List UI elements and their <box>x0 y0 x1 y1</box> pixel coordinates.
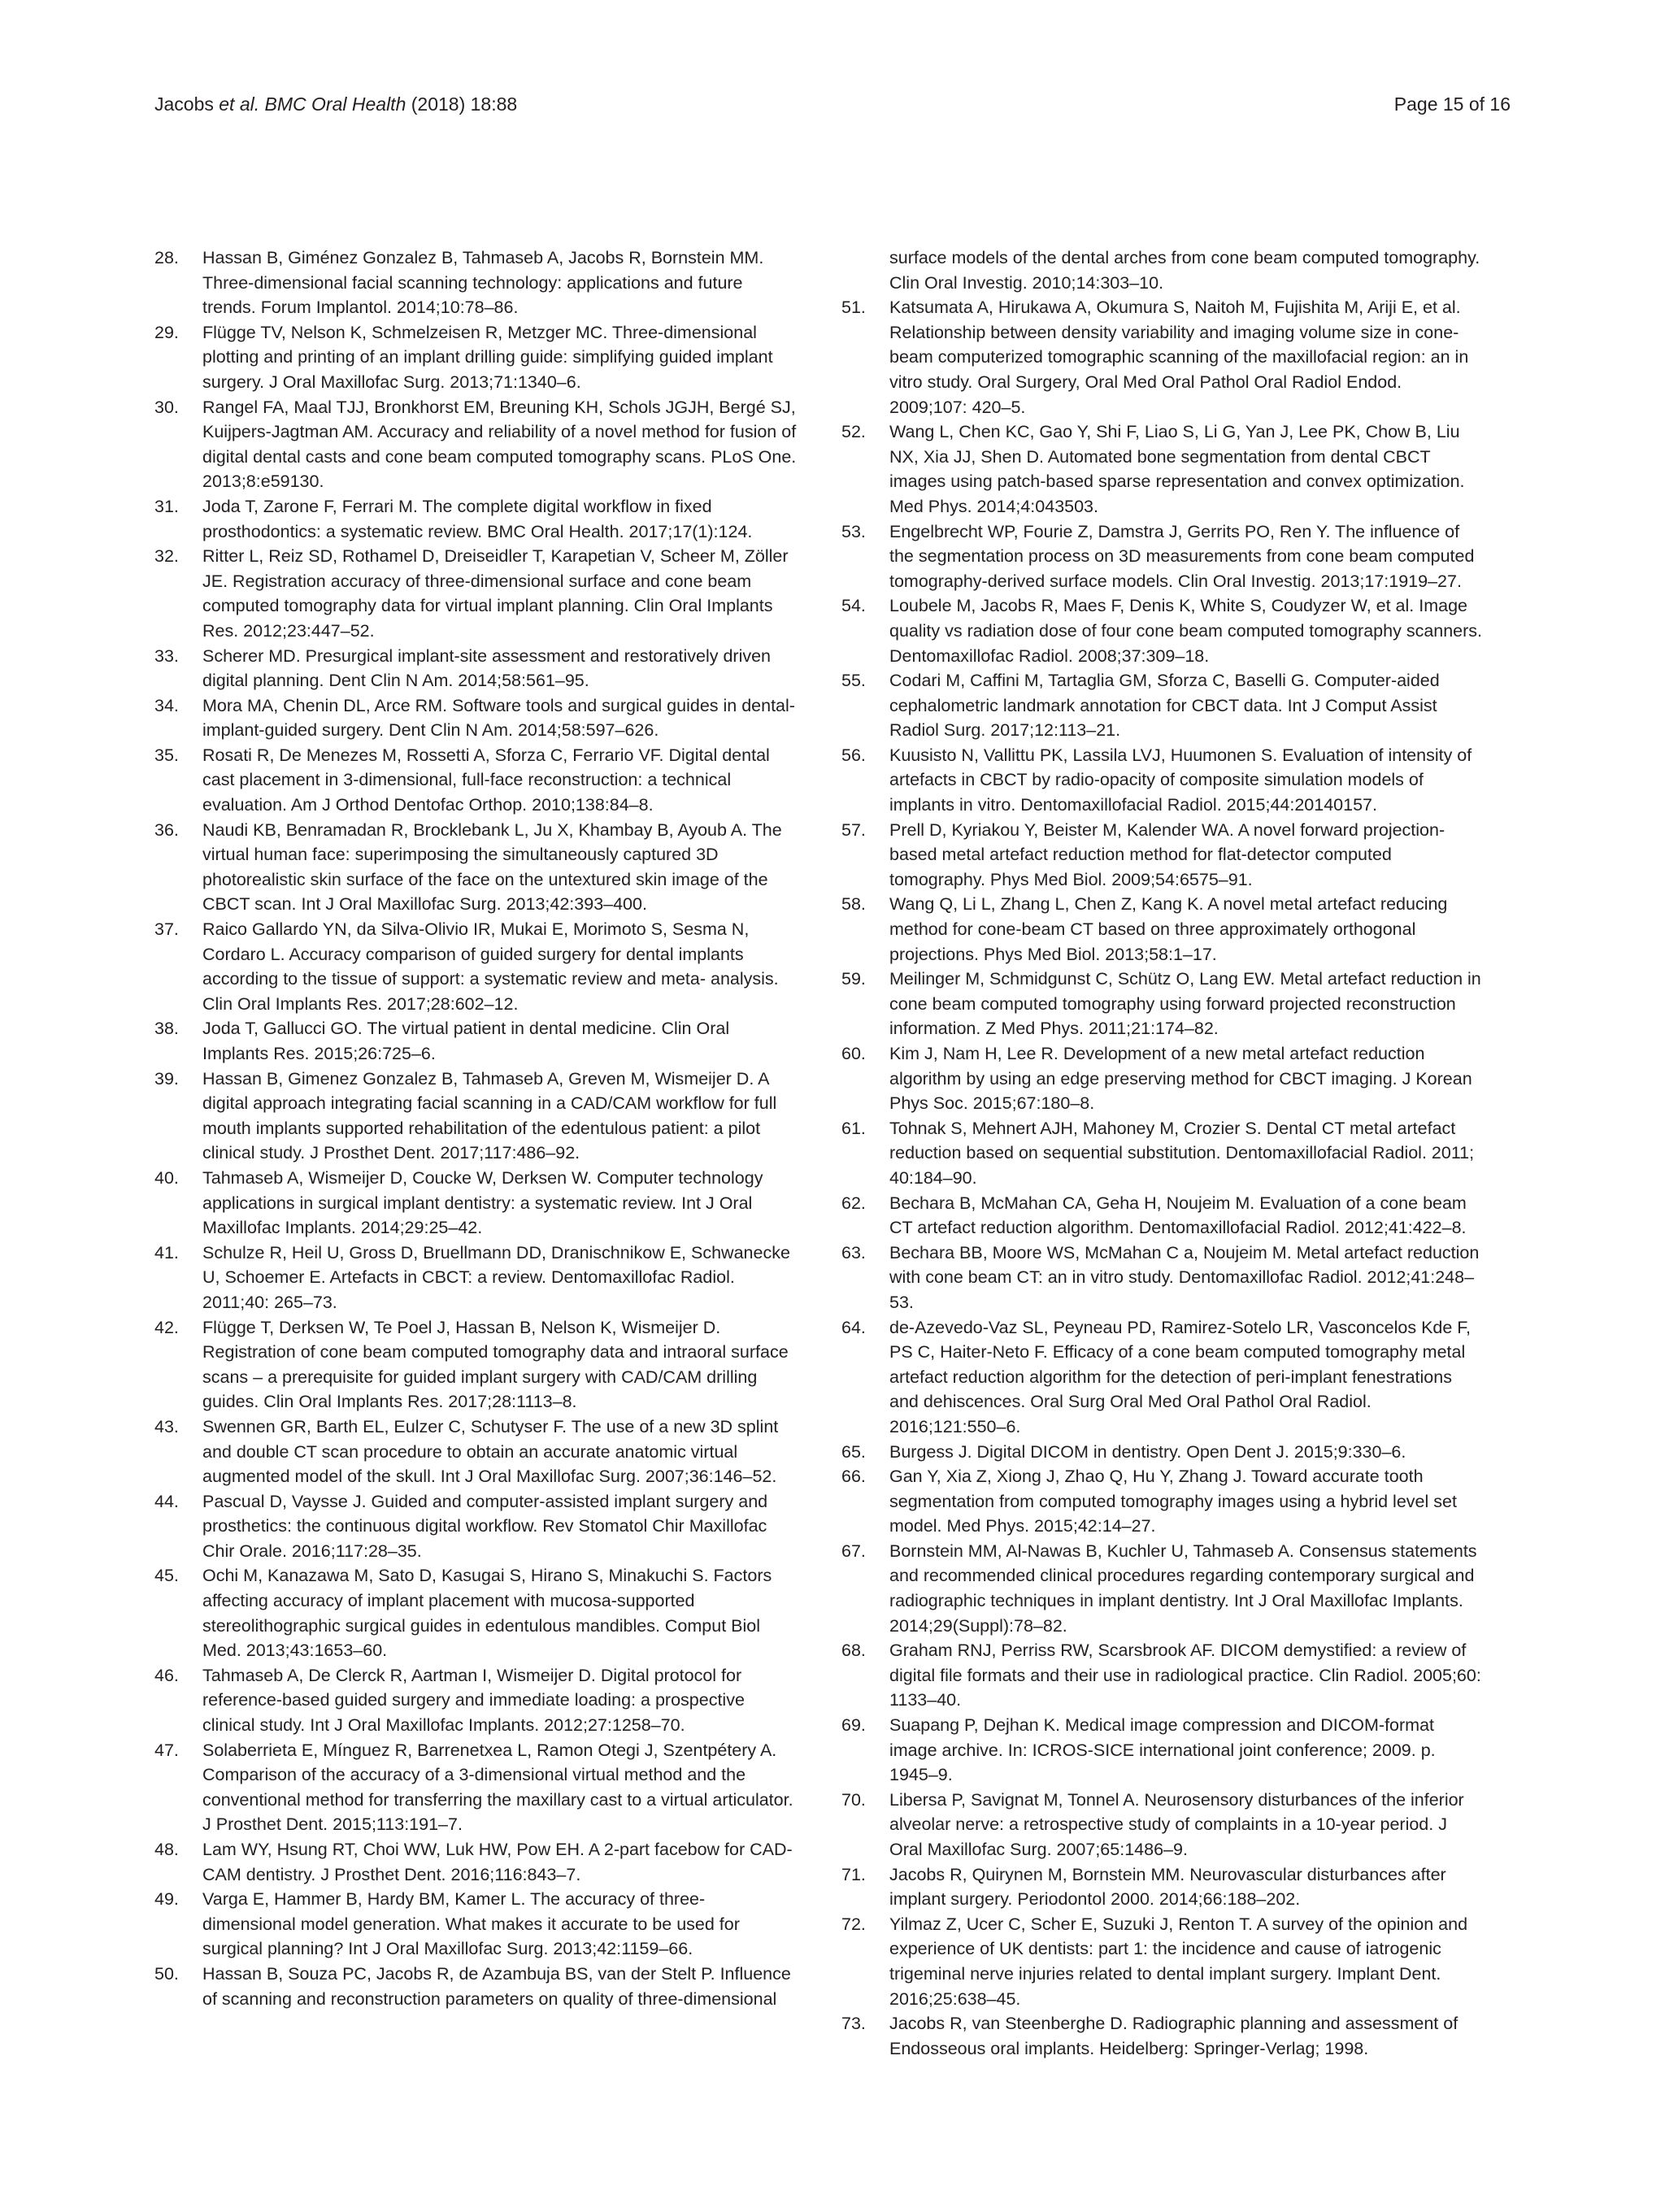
reference-item <box>841 1862 1484 1912</box>
reference-item <box>841 519 1484 594</box>
reference-text: Rosati R, De Menezes M, Rossetti A, Sforza C, Ferrario VF. Digital dental cast placement in 3-dimensional, full-face reconstruction: a technical evaluation. Am J Orthod Dentofac Orthop. 2010;138:84–8. <box>202 745 770 815</box>
reference-item <box>841 743 1484 818</box>
reference-number: 66. <box>841 1467 866 1487</box>
header-year-volume: (2018) 18:88 <box>411 93 518 115</box>
reference-number: 31. <box>154 496 179 516</box>
reference-number: 58. <box>841 894 866 915</box>
reference-text: Yilmaz Z, Ucer C, Scher E, Suzuki J, Renton T. A survey of the opinion and experience of UK dentists: part 1: the incidence and cause of iatrogenic trigeminal nerve injuries related to dental implant surgery. Implant Dent. 2016;25:638–45. <box>889 1914 1468 2009</box>
reference-item <box>841 1638 1484 1713</box>
reference-number: 60. <box>841 1044 866 1063</box>
reference-text: Wang Q, Li L, Zhang L, Chen Z, Kang K. A novel metal artefact reducing method for cone-beam CT based on three approximately orthogonal projections. Phys Med Biol. 2013;58:1–17. <box>889 894 1448 964</box>
header-et-al: et al. <box>219 93 260 115</box>
reference-item <box>154 246 797 320</box>
reference-item <box>154 320 797 395</box>
reference-text: Tahmaseb A, De Clerck R, Aartman I, Wismeijer D. Digital protocol for reference-based guided surgery and immediate loading: a prospective clinical study. Int J Oral Maxillofac Implants. 2012;27:1258–70. <box>202 1665 745 1736</box>
reference-item <box>841 1241 1484 1315</box>
reference-text: Swennen GR, Barth EL, Eulzer C, Schutyser F. The use of a new 3D splint and double CT scan procedure to obtain an accurate anatomic virtual augmented model of the skull. Int J Oral Maxillofac Surg. 2007;36:146–52. <box>202 1416 779 1487</box>
reference-number: 33. <box>154 645 179 666</box>
reference-text: surface models of the dental arches from cone beam computed tomography. Clin Oral Investig. 2010;14:303–10. <box>889 248 1480 293</box>
reference-text: Naudi KB, Benramadan R, Brocklebank L, Ju X, Khambay B, Ayoub A. The virtual human face: superimposing the simultaneously captured 3D photorealistic skin surface of the face on the untextured skin image of the CBCT scan. Int J Oral Maxillofac Surg. 2013;42:393–400. <box>202 819 782 915</box>
reference-number: 34. <box>154 695 179 715</box>
reference-item <box>841 1191 1484 1241</box>
reference-text: Joda T, Zarone F, Ferrari M. The complete digital workflow in fixed prosthodontics: a systematic review. BMC Oral Health. 2017;17(1):124. <box>202 496 753 541</box>
reference-text: Flügge TV, Nelson K, Schmelzeisen R, Metzger MC. Three-dimensional plotting and printing of an implant drilling guide: simplifying guided implant surgery. J Oral Maxillofac Surg. 2013;71:1340–6. <box>202 322 773 392</box>
reference-number: 52. <box>841 422 866 442</box>
reference-item <box>154 693 797 743</box>
reference-number: 47. <box>154 1740 179 1760</box>
reference-text: Meilinger M, Schmidgunst C, Schütz O, Lang EW. Metal artefact reduction in cone beam computed tomography using forward projected reconstruction information. Z Med Phys. 2011;21:174–82. <box>889 969 1481 1039</box>
reference-item <box>154 644 797 693</box>
reference-number: 38. <box>154 1019 179 1039</box>
reference-number: 65. <box>841 1441 866 1462</box>
reference-number: 53. <box>841 521 866 541</box>
references-left-column <box>154 246 797 2011</box>
reference-text: Libersa P, Savignat M, Tonnel A. Neurosensory disturbances of the inferior alveolar nerve: a retrospective study of complaints in a 10-year period. J Oral Maxillofac Surg. 2007;65:1486–9. <box>889 1789 1464 1859</box>
reference-item <box>154 1315 797 1415</box>
reference-item <box>841 967 1484 1041</box>
reference-number: 62. <box>841 1193 866 1213</box>
reference-number: 57. <box>841 819 866 840</box>
reference-item <box>154 1489 797 1564</box>
reference-item <box>841 1713 1484 1788</box>
reference-text: Hassan B, Gimenez Gonzalez B, Tahmaseb A, Greven M, Wismeijer D. A digital approach integrating facial scanning in a CAD/CAM workflow for full mouth implants supported rehabilitation of the edentulous patient: a pilot clinical study. J Prosthet Dent. 2017;117:486–92. <box>202 1068 777 1163</box>
reference-item <box>841 419 1484 519</box>
reference-text: Solaberrieta E, Mínguez R, Barrenetxea L, Ramon Otegi J, Szentpétery A. Comparison of the accuracy of a 3-dimensional virtual method and the conventional method for transferring the maxillary cast to a virtual articulator. J Prosthet Dent. 2015;113:191–7. <box>202 1740 793 1835</box>
reference-item <box>841 1539 1484 1638</box>
reference-item <box>154 1563 797 1662</box>
reference-text: Bornstein MM, Al-Nawas B, Kuchler U, Tahmaseb A. Consensus statements and recommended clinical procedures regarding contemporary surgical and radiographic techniques in implant dentistry. Int J Oral Maxillofac Implants. 2014;29(Suppl):78–82. <box>889 1541 1477 1636</box>
reference-number: 28. <box>154 248 179 267</box>
reference-number: 71. <box>841 1864 866 1884</box>
running-citation <box>154 88 517 120</box>
reference-number: 32. <box>154 546 179 567</box>
reference-text: Burgess J. Digital DICOM in dentistry. Open Dent J. 2015;9:330–6. <box>889 1441 1406 1462</box>
reference-text: de-Azevedo-Vaz SL, Peyneau PD, Ramirez-Sotelo LR, Vasconcelos Kde F, PS C, Haiter-Neto F. Efficacy of a cone beam computed tomography metal artefact reduction algorithm for the detection of peri-implant fenestrations and dehiscences. Oral Surg Oral Med Oral Pathol Oral Radiol. 2016;121:550–6. <box>889 1317 1472 1436</box>
reference-number: 44. <box>154 1491 179 1511</box>
reference-number: 45. <box>154 1566 179 1586</box>
reference-text: Hassan B, Souza PC, Jacobs R, de Azambuja BS, van der Stelt P. Influence of scanning and reconstruction parameters on quality of three-dimensional <box>202 1963 791 2009</box>
reference-item <box>154 1738 797 1837</box>
reference-item <box>841 892 1484 967</box>
reference-number: 55. <box>841 671 866 691</box>
reference-item <box>154 743 797 818</box>
reference-number: 43. <box>154 1416 179 1436</box>
reference-text: Ritter L, Reiz SD, Rothamel D, Dreiseidler T, Karapetian V, Scheer M, Zöller JE. Registration accuracy of three-dimensional surface and cone beam computed tomography data for virtual implant planning. Clin Oral Implants Res. 2012;23:447–52. <box>202 546 789 641</box>
reference-item <box>154 494 797 544</box>
reference-number: 64. <box>841 1317 866 1337</box>
reference-item <box>154 1962 797 2011</box>
reference-item <box>154 1415 797 1489</box>
reference-number: 67. <box>841 1541 866 1561</box>
reference-number: 46. <box>154 1665 179 1685</box>
reference-number: 63. <box>841 1242 866 1262</box>
reference-number: 48. <box>154 1840 179 1859</box>
reference-text: Kim J, Nam H, Lee R. Development of a new metal artefact reduction algorithm by using an edge preserving method for CBCT imaging. J Korean Phys Soc. 2015;67:180–8. <box>889 1044 1472 1114</box>
reference-text: Mora MA, Chenin DL, Arce RM. Software tools and surgical guides in dental-implant-guided surgery. Dent Clin N Am. 2014;58:597–626. <box>202 695 795 741</box>
reference-text: Schulze R, Heil U, Gross D, Bruellmann DD, Dranischnikow E, Schwanecke U, Schoemer E. Artefacts in CBCT: a review. Dentomaxillofac Radiol. 2011;40: 265–73. <box>202 1242 790 1312</box>
reference-text: Flügge T, Derksen W, Te Poel J, Hassan B, Nelson K, Wismeijer D. Registration of cone beam computed tomography data and intraoral surface scans – a prerequisite for guided implant surgery with CAD/CAM drilling guides. Clin Oral Implants Res. 2017;28:1113–8. <box>202 1317 789 1412</box>
reference-text: Varga E, Hammer B, Hardy BM, Kamer L. The accuracy of three-dimensional model generation. What makes it accurate to be used for surgical planning? Int J Oral Maxillofac Surg. 2013;42:1159–66. <box>202 1889 740 1959</box>
reference-item <box>841 1912 1484 2011</box>
reference-number: 29. <box>154 322 179 342</box>
reference-item <box>154 1166 797 1241</box>
reference-number: 41. <box>154 1242 179 1262</box>
page-header <box>154 88 1511 120</box>
reference-text: Loubele M, Jacobs R, Maes F, Denis K, White S, Coudyzer W, et al. Image quality vs radiation dose of four cone beam computed tomography scanners. Dentomaxillofac Radiol. 2008;37:309–18. <box>889 596 1483 666</box>
reference-text: Tohnak S, Mehnert AJH, Mahoney M, Crozier S. Dental CT metal artefact reduction based on sequential substitution. Dentomaxillofacial Radiol. 2011; 40:184–90. <box>889 1118 1475 1188</box>
reference-item <box>154 1241 797 1315</box>
reference-text: Scherer MD. Presurgical implant-site assessment and restoratively driven digital planning. Dent Clin N Am. 2014;58:561–95. <box>202 645 772 691</box>
references-right-column <box>841 246 1484 2061</box>
reference-number: 42. <box>154 1317 179 1337</box>
reference-number: 59. <box>841 969 866 989</box>
reference-text: Tahmaseb A, Wismeijer D, Coucke W, Derksen W. Computer technology applications in surgical implant dentistry: a systematic review. Int J Oral Maxillofac Implants. 2014;29:25–42. <box>202 1167 763 1238</box>
reference-text: Ochi M, Kanazawa M, Sato D, Kasugai S, Hirano S, Minakuchi S. Factors affecting accuracy of implant placement with mucosa-supported stereolithographic surgical guides in edentulous mandibles. Comput Biol Med. 2013;43:1653–60. <box>202 1566 772 1661</box>
reference-number: 36. <box>154 819 179 840</box>
reference-text: Hassan B, Giménez Gonzalez B, Tahmaseb A, Jacobs R, Bornstein MM. Three-dimensional facial scanning technology: applications and future trends. Forum Implantol. 2014;10:78–86. <box>202 248 764 318</box>
reference-text: Rangel FA, Maal TJJ, Bronkhorst EM, Breuning KH, Schols JGJH, Bergé SJ, Kuijpers-Jagtman AM. Accuracy and reliability of a novel method for fusion of digital dental casts and cone beam computed tomography scans. PLoS One. 2013;8:e59130. <box>202 397 797 492</box>
reference-text: Engelbrecht WP, Fourie Z, Damstra J, Gerrits PO, Ren Y. The influence of the segmentation process on 3D measurements from cone beam computed tomography-derived surface models. Clin Oral Investig. 2013;17:1919–27. <box>889 521 1475 591</box>
reference-item <box>154 1887 797 1962</box>
reference-item <box>154 1067 797 1166</box>
reference-text: Suapang P, Dejhan K. Medical image compression and DICOM-format image archive. In: ICROS-SICE international joint conference; 2009. p. 1945–9. <box>889 1715 1436 1785</box>
reference-number: 39. <box>154 1068 179 1089</box>
reference-item <box>154 1016 797 1066</box>
reference-number: 40. <box>154 1167 179 1188</box>
reference-number: 70. <box>841 1789 866 1810</box>
reference-item <box>154 395 797 494</box>
reference-item <box>841 1788 1484 1862</box>
reference-number: 72. <box>841 1914 866 1934</box>
reference-item <box>841 1116 1484 1191</box>
reference-text: Raico Gallardo YN, da Silva-Olivio IR, Mukai E, Morimoto S, Sesma N, Cordaro L. Accuracy comparison of guided surgery for dental implants according to the tissue of support: a systematic review and meta- analysis. Clin Oral Implants Res. 2017;28:602–12. <box>202 919 779 1014</box>
reference-text: Lam WY, Hsung RT, Choi WW, Luk HW, Pow EH. A 2-part facebow for CAD-CAM dentistry. J Prosthet Dent. 2016;116:843–7. <box>202 1840 793 1884</box>
reference-number: 61. <box>841 1118 866 1138</box>
reference-number: 73. <box>841 2014 866 2034</box>
reference-item <box>841 246 1484 295</box>
reference-item <box>841 1440 1484 1465</box>
reference-item <box>841 818 1484 893</box>
reference-number: 68. <box>841 1641 866 1661</box>
reference-item <box>841 1041 1484 1116</box>
header-journal: BMC Oral Health <box>264 93 406 115</box>
reference-text: Jacobs R, Quirynen M, Bornstein MM. Neurovascular disturbances after implant surgery. Periodontol 2000. 2014;66:188–202. <box>889 1864 1446 1910</box>
header-authors: Jacobs <box>154 93 214 115</box>
reference-number: 30. <box>154 397 179 417</box>
reference-item <box>154 917 797 1016</box>
reference-text: Jacobs R, van Steenberghe D. Radiographic planning and assessment of Endosseous oral implants. Heidelberg: Springer-Verlag; 1998. <box>889 2014 1459 2058</box>
reference-text: Gan Y, Xia Z, Xiong J, Zhao Q, Hu Y, Zhang J. Toward accurate tooth segmentation from computed tomography images using a hybrid level set model. Med Phys. 2015;42:14–27. <box>889 1467 1457 1536</box>
reference-text: Graham RNJ, Perriss RW, Scarsbrook AF. DICOM demystified: a review of digital file formats and their use in radiological practice. Clin Radiol. 2005;60: 1133–40. <box>889 1641 1481 1710</box>
reference-number: 56. <box>841 745 866 765</box>
reference-item <box>154 1663 797 1738</box>
reference-item <box>154 544 797 643</box>
reference-number: 37. <box>154 919 179 940</box>
reference-text: Wang L, Chen KC, Gao Y, Shi F, Liao S, Li G, Yan J, Lee PK, Chow B, Liu NX, Xia JJ, Shen D. Automated bone segmentation from dental CBCT images using patch-based sparse representation and convex optimization. Med Phys. 2014;4:043503. <box>889 422 1465 516</box>
reference-item <box>841 593 1484 668</box>
reference-number: 35. <box>154 745 179 765</box>
reference-item <box>841 295 1484 419</box>
reference-number: 49. <box>154 1889 179 1910</box>
reference-text: Pascual D, Vaysse J. Guided and computer-assisted implant surgery and prosthetics: the continuous digital workflow. Rev Stomatol Chir Maxillofac Chir Orale. 2016;117:28–35. <box>202 1491 768 1561</box>
reference-text: Codari M, Caffini M, Tartaglia GM, Sforza C, Baselli G. Computer-aided cephalometric landmark annotation for CBCT data. Int J Comput Assist Radiol Surg. 2017;12:113–21. <box>889 671 1440 741</box>
reference-item <box>154 818 797 917</box>
reference-item <box>841 1315 1484 1440</box>
reference-text: Prell D, Kyriakou Y, Beister M, Kalender WA. A novel forward projection-based metal artefact reduction method for flat-detector computed tomography. Phys Med Biol. 2009;54:6575–91. <box>889 819 1445 889</box>
page-number: Page 15 of 16 <box>1393 93 1511 115</box>
reference-text: Bechara B, McMahan CA, Geha H, Noujeim M. Evaluation of a cone beam CT artefact reduction algorithm. Dentomaxillofacial Radiol. 2012;41:422–8. <box>889 1193 1467 1238</box>
reference-text: Joda T, Gallucci GO. The virtual patient in dental medicine. Clin Oral Implants Res. 2015;26:725–6. <box>202 1019 730 1063</box>
reference-item <box>154 1837 797 1887</box>
reference-item <box>841 668 1484 743</box>
reference-text: Kuusisto N, Vallittu PK, Lassila LVJ, Huumonen S. Evaluation of intensity of artefacts in CBCT by radio-opacity of composite simulation models of implants in vitro. Dentomaxillofacial Radiol. 2015;44:20140157. <box>889 745 1472 815</box>
reference-number: 51. <box>841 298 866 318</box>
reference-number: 50. <box>154 1963 179 1984</box>
reference-number: 54. <box>841 596 866 616</box>
reference-text: Bechara BB, Moore WS, McMahan C a, Noujeim M. Metal artefact reduction with cone beam CT: an in vitro study. Dentomaxillofac Radiol. 2012;41:248–53. <box>889 1242 1480 1312</box>
reference-number: 69. <box>841 1715 866 1736</box>
reference-item <box>841 2011 1484 2061</box>
reference-item <box>841 1464 1484 1539</box>
reference-text: Katsumata A, Hirukawa A, Okumura S, Naitoh M, Fujishita M, Ariji E, et al. Relationship between density variability and imaging volume size in cone-beam computerized tomographic scanning of the maxillofacial region: an in vitro study. Oral Surgery, Oral Med Oral Pathol Oral Radiol Endod. 2009;107: 420–5. <box>889 298 1469 417</box>
